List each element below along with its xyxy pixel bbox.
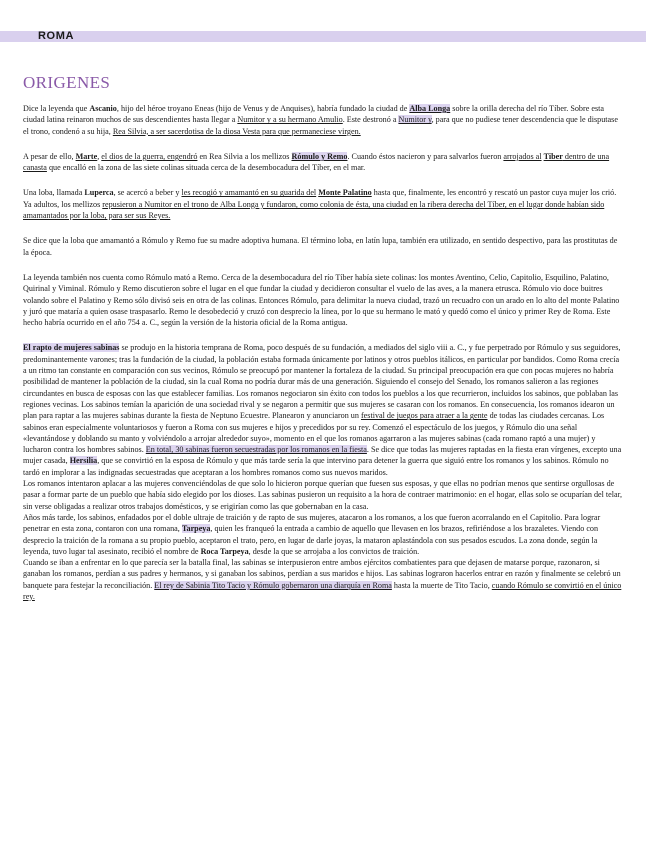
text: hasta que, finalmente, les encontró y rescató un pastor cuya mujer los crió. Ya adultos, los mellizos	[23, 188, 617, 209]
text: , desde la que se arrojaba a los convictos de traición.	[248, 546, 420, 556]
link-rea-silvia[interactable]: Rea Silvia, a ser sacerdotisa de la diosa Vesta para que permaneciese virgen.	[112, 126, 361, 136]
text: ,	[97, 151, 102, 161]
paragraph-6	[23, 342, 623, 478]
link-unico-rey[interactable]: cuando Rómulo se convirtió en el único rey.	[23, 580, 622, 601]
text: ,	[487, 580, 492, 590]
paragraph-9	[23, 557, 623, 602]
document-body	[23, 103, 623, 602]
text: , quien les franqueó la entrada a cambio de aquello que llevasen en los brazos, refiriéndose a los brazaletes. Viendo con desprecio la traición de la romana a su propio pueblo, aceptaron el trato, pero, en lugar de darle joyas, la mataron aplastándola con sus pesados escudos. La zona donde, según la leyenda, tuvo lugar tal asesinato, recibió el nombre de	[23, 524, 599, 556]
paragraph-4: Se dice que la loba que amamantó a Rómulo y Remo fue su madre adoptiva humana. El término loba, en latín lupa, también era utilizado, en sentido despectivo, para las prostitutas de la época.	[23, 236, 618, 257]
paragraph-7: Los romanos intentaron aplacar a las mujeres convenciéndolas de que solo lo hicieron porque querían que fuesen sus esposas, y que ellas no podrían menos que sentirse orgullosas de pasar a formar parte de un pueblo que había sido elegido por los dioses. Las sabinas pusieron un requisito a la hora de contraer matrimonio: en el hogar, ellas solo se ocuparían del telar, sin verse obligadas a realizar otros trabajos domésticos, y se erigirían como las que gobernaban en la casa.	[23, 479, 623, 511]
text: . Se dice que todas las mujeres raptadas en la fiesta eran vírgenes, excepto una mujer casada,	[23, 445, 622, 466]
text: hasta la muerte de Tito Tacio	[391, 580, 488, 590]
paragraph-3	[23, 187, 623, 221]
link-festival[interactable]: festival de juegos para atraer a la gente	[360, 411, 488, 421]
link-dios-guerra[interactable]: el dios de la guerra, engendró	[101, 151, 198, 161]
paragraph-5: La leyenda también nos cuenta como Rómulo mató a Remo. Cerca de la desembocadura del río Tíber había siete colinas: los montes Aventino, Celio, Capitolio, Esquilino, Palatino, Quirinal y Viminal. Rómulo y Remo discutieron sobre el lugar en el que fundar la ciudad y decidieron consultar el vuelo de las aves, a la manera etrusca. Rómulo vio doce buitres volando sobre el Palatino y Remo sólo divisó seis en otra de las colinas. Entonces Rómulo, para delimitar la nueva ciudad, trazó un recuadro con un arado en lo alto del monte Palatino y juró que mataría a quien osase traspasarlo. Remo le desobedeció y cruzó con desprecio la línea, por lo que su hermano le mató y quedó como el único y primer Rey de Roma. Este hecho habría ocurrido en el año 754 a. C., según la versión de la historia oficial de la Roma antigua.	[23, 272, 620, 328]
text: sobre la orilla derecha del río Tíber. Sobre esta ciudad latina reinaron muchos de sus descendientes hasta llegar a	[23, 104, 604, 125]
link-romulo-remo[interactable]: Rómulo y Remo	[291, 151, 348, 161]
text: que encalló en la zona de las siete colinas situada cerca de la desembocadura del Tíber, en el mar.	[46, 163, 366, 173]
text: Una loba, llamada	[23, 188, 85, 198]
text: , se acercó a beber y	[113, 188, 182, 198]
link-arrojados[interactable]: arrojados al	[503, 151, 542, 161]
text: se produjo en la historia temprana de Roma, poco después de su fundación, a mediados del siglo viii a. C., y fue perpetrado por Rómulo y sus seguidores, predominantemente varones; tras la fundación de la ciudad, la población estaba formada únicamente por latinos y otros pueblos itálicos, en particular por bandidos. Como Roma crecía a un ritmo tan constante en comparación con sus vecinos, Rómulo se preocupó por mantener la fortaleza de la ciudad. Su principal preocupación era que con pocas mujeres no habría posibilidad de mantener la población de la ciudad, sin la cual Roma no podría durar más de una generación. Siguiendo el consejo del Senado, los romanos salieron a las regiones circundantes en busca de esposas con las que establecer familias. Los romanos negociaron sin éxito con todos los pueblos a los que recurrieron, incluidos los sabinos, que poblaban las regiones vecinas. Los sabinos temían la aparición de una sociedad rival y se negaron a permitir que sus mujeres se casaran con los romanos. En consecuencia, los romanos idearon un plan para raptar a las mujeres sabinas durante la fiesta de Neptuno Ecuestre. Planearon y anunciaron un	[23, 343, 621, 421]
bold-ascanio: Ascanio	[89, 104, 117, 113]
link-numitor-amulio[interactable]: Numitor y a su hermano Amulio	[237, 115, 343, 125]
link-repusieron[interactable]: repusieron a Numitor en el trono de Alba Longa y fundaron, como colonia de ésta, una ciudad en la ribera derecha del Tíber, en el lugar donde habían sido amamantados por la loba, para ser sus Reyes.	[23, 199, 605, 221]
link-alba-longa[interactable]: Alba Longa	[409, 104, 451, 113]
section-title: ORIGENES	[23, 73, 111, 92]
highlight-hersilia: Hersilia	[69, 456, 98, 466]
bold-roca-tarpeya: Roca Tarpeya	[200, 546, 249, 556]
text: Años más tarde, los sabinos, enfadados por el doble ultraje de traición y de rapto de sus mujeres, atacaron a los romanos, a los que fueron acorralando en el Capitolio. Para lograr penetrar en esta zona, contaron con una romana,	[23, 512, 601, 534]
text: . Cuando éstos nacieron y para salvarlos fueron	[347, 151, 504, 161]
text: Cuando se iban a enfrentar en lo que parecía ser la batalla final, las sabinas se interpusieron entre ambos ejércitos combatientes para que dejasen de matarse porque, razonaron, si ganaban los romanos, perdían a sus padres y hermanos, y si ganaban los sabinos, perdían a sus maridos e hijos. Las sabinas lograron hacerlos entrar en razón y finalmente se celebró un banquete para festejar la reconciliación.	[23, 558, 621, 590]
text: . Este destronó a	[342, 115, 399, 125]
text: A pesar de ello,	[23, 151, 76, 161]
text: de todas las ciudades cercanas. Los sabinos eran especialmente voluntariosos y fueron a Roma con sus mujeres e hijos y precedidos por su rey. Comenzó el espectáculo de los juegos, y Rómulo dio una señal «levantándose y doblando su manto y volviéndolo a arrojar alrededor suyo», momento en el que los romanos agarraron a las mujeres sabinas (cada romano raptó a una mujer) y lucharon contra los hombres sabinos.	[23, 411, 605, 455]
text: Dice la leyenda que	[23, 104, 90, 113]
paragraph-1	[23, 103, 623, 137]
link-canasta[interactable]: dentro de una canasta	[23, 151, 610, 173]
text: , hijo del héroe troyano Eneas (hijo de Venus y de Anquises), habría fundado la ciudad de	[116, 104, 410, 113]
text: en Rea Silvia a los mellizos	[197, 151, 292, 161]
link-rey-sabinia[interactable]: El rey de Sabinia Tito Tacio y Rómulo gobernaron una diarquía en Roma	[154, 580, 392, 590]
text: , que se convirtió en la esposa de Rómulo y que más tarde sería la que intervino para detener la guerra que siguió entre los romanos y los sabinos. Rómulo no tardó en implorar a las indignadas secuestradas que aceptaran a los hombres romanos como sus nuevos maridos.	[23, 456, 609, 477]
highlight-tarpeya: Tarpeya	[181, 524, 211, 534]
link-marte[interactable]: Marte	[75, 151, 98, 161]
link-numitor[interactable]: Numitor y	[398, 115, 432, 125]
bold-luperca: Luperca	[84, 188, 114, 198]
link-tiber[interactable]: Tiber	[543, 151, 563, 161]
link-guarida[interactable]: les recogió y amamantó en su guarida del	[181, 188, 317, 198]
highlight-rapto-sabinas: El rapto de mujeres sabinas	[23, 343, 120, 353]
paragraph-8	[23, 512, 623, 557]
header-title: ROMA	[38, 30, 75, 42]
header-bar	[0, 31, 646, 42]
link-monte-palatino[interactable]: Monte Palatino	[318, 188, 372, 198]
text: , para que no pudiese tener descendencia que le disputase el trono, condenó a su hija,	[23, 115, 618, 136]
link-en-total[interactable]: En total, 30 sabinas fueron secuestradas por los romanos en la fiesta	[145, 445, 367, 455]
paragraph-2	[23, 151, 623, 174]
